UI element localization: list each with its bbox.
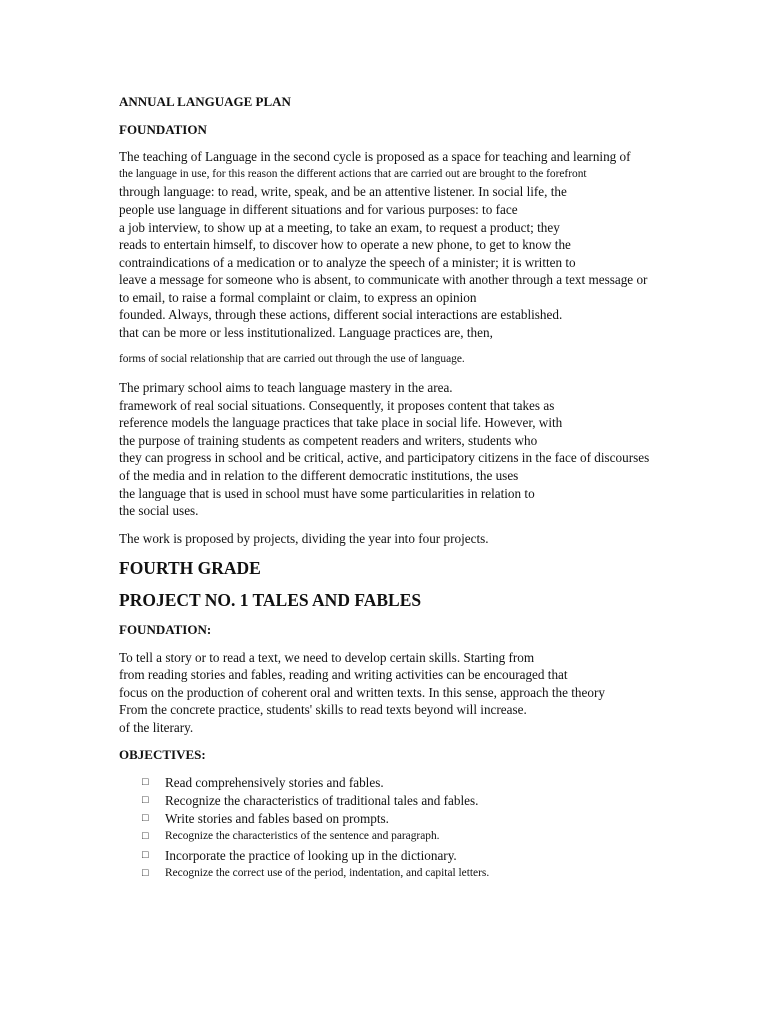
list-item: Incorporate the practice of looking up in the dictionary. xyxy=(165,848,457,863)
bullet-box-icon: □ xyxy=(142,776,149,788)
paragraph-line: people use language in different situations and for various purposes: to face xyxy=(119,202,518,217)
bullet-box-icon: □ xyxy=(142,849,149,861)
paragraph-line: from reading stories and fables, reading and writing activities can be encouraged that xyxy=(119,667,568,682)
list-item: Recognize the characteristics of traditional tales and fables. xyxy=(165,793,479,808)
project-heading: PROJECT NO. 1 TALES AND FABLES xyxy=(119,590,422,610)
paragraph-line: forms of social relationship that are carried out through the use of language. xyxy=(119,353,465,365)
foundation-heading: FOUNDATION xyxy=(119,122,207,137)
paragraph-line: through language: to read, write, speak, and be an attentive listener. In social life, the xyxy=(119,184,567,199)
list-item: Write stories and fables based on prompts. xyxy=(165,811,389,826)
paragraph-line: The teaching of Language in the second cycle is proposed as a space for teaching and learning of xyxy=(119,149,631,164)
paragraph-line: reference models the language practices that take place in social life. However, with xyxy=(119,415,563,430)
paragraph-line: reads to entertain himself, to discover how to operate a new phone, to get to know the xyxy=(119,237,571,252)
paragraph-line: leave a message for someone who is absent, to communicate with another through a text message or xyxy=(119,272,648,287)
paragraph-line: The primary school aims to teach language mastery in the area. xyxy=(119,380,453,395)
grade-heading: FOURTH GRADE xyxy=(119,558,261,578)
bullet-box-icon: □ xyxy=(142,867,149,879)
paragraph-line: a job interview, to show up at a meeting, to take an exam, to request a product; they xyxy=(119,220,560,235)
list-item: Read comprehensively stories and fables. xyxy=(165,775,384,790)
paragraph-line: founded. Always, through these actions, different social interactions are established. xyxy=(119,307,563,322)
document-title: ANNUAL LANGUAGE PLAN xyxy=(119,94,291,109)
paragraph-line: the language that is used in school must have some particularities in relation to xyxy=(119,486,535,501)
paragraph-line: that can be more or less institutionalized. Language practices are, then, xyxy=(119,325,493,340)
bullet-box-icon: □ xyxy=(142,812,149,824)
bullet-box-icon: □ xyxy=(142,794,149,806)
paragraph-line: to email, to raise a formal complaint or claim, to express an opinion xyxy=(119,290,477,305)
paragraph-line: of the literary. xyxy=(119,720,194,735)
paragraph-line: To tell a story or to read a text, we need to develop certain skills. Starting from xyxy=(119,650,535,665)
bullet-box-icon: □ xyxy=(142,830,149,842)
list-item: Recognize the characteristics of the sentence and paragraph. xyxy=(165,830,440,842)
paragraph-line: contraindications of a medication or to analyze the speech of a minister; it is written to xyxy=(119,255,576,270)
objectives-heading: OBJECTIVES: xyxy=(119,747,206,762)
foundation-subheading: FOUNDATION: xyxy=(119,622,212,637)
paragraph-line: the social uses. xyxy=(119,503,199,518)
paragraph-line: The work is proposed by projects, dividing the year into four projects. xyxy=(119,531,489,546)
paragraph-line: focus on the production of coherent oral and written texts. In this sense, approach the theory xyxy=(119,685,605,700)
paragraph-line: the purpose of training students as competent readers and writers, students who xyxy=(119,433,538,448)
paragraph-line: they can progress in school and be critical, active, and participatory citizens in the face of discourses xyxy=(119,450,650,465)
paragraph-line: From the concrete practice, students' skills to read texts beyond will increase. xyxy=(119,702,527,717)
paragraph-line: framework of real social situations. Consequently, it proposes content that takes as xyxy=(119,398,555,413)
list-item: Recognize the correct use of the period, indentation, and capital letters. xyxy=(165,867,490,879)
paragraph-line: the language in use, for this reason the different actions that are carried out are brought to the forefront xyxy=(119,168,587,180)
paragraph-line: of the media and in relation to the different democratic institutions, the uses xyxy=(119,468,519,483)
